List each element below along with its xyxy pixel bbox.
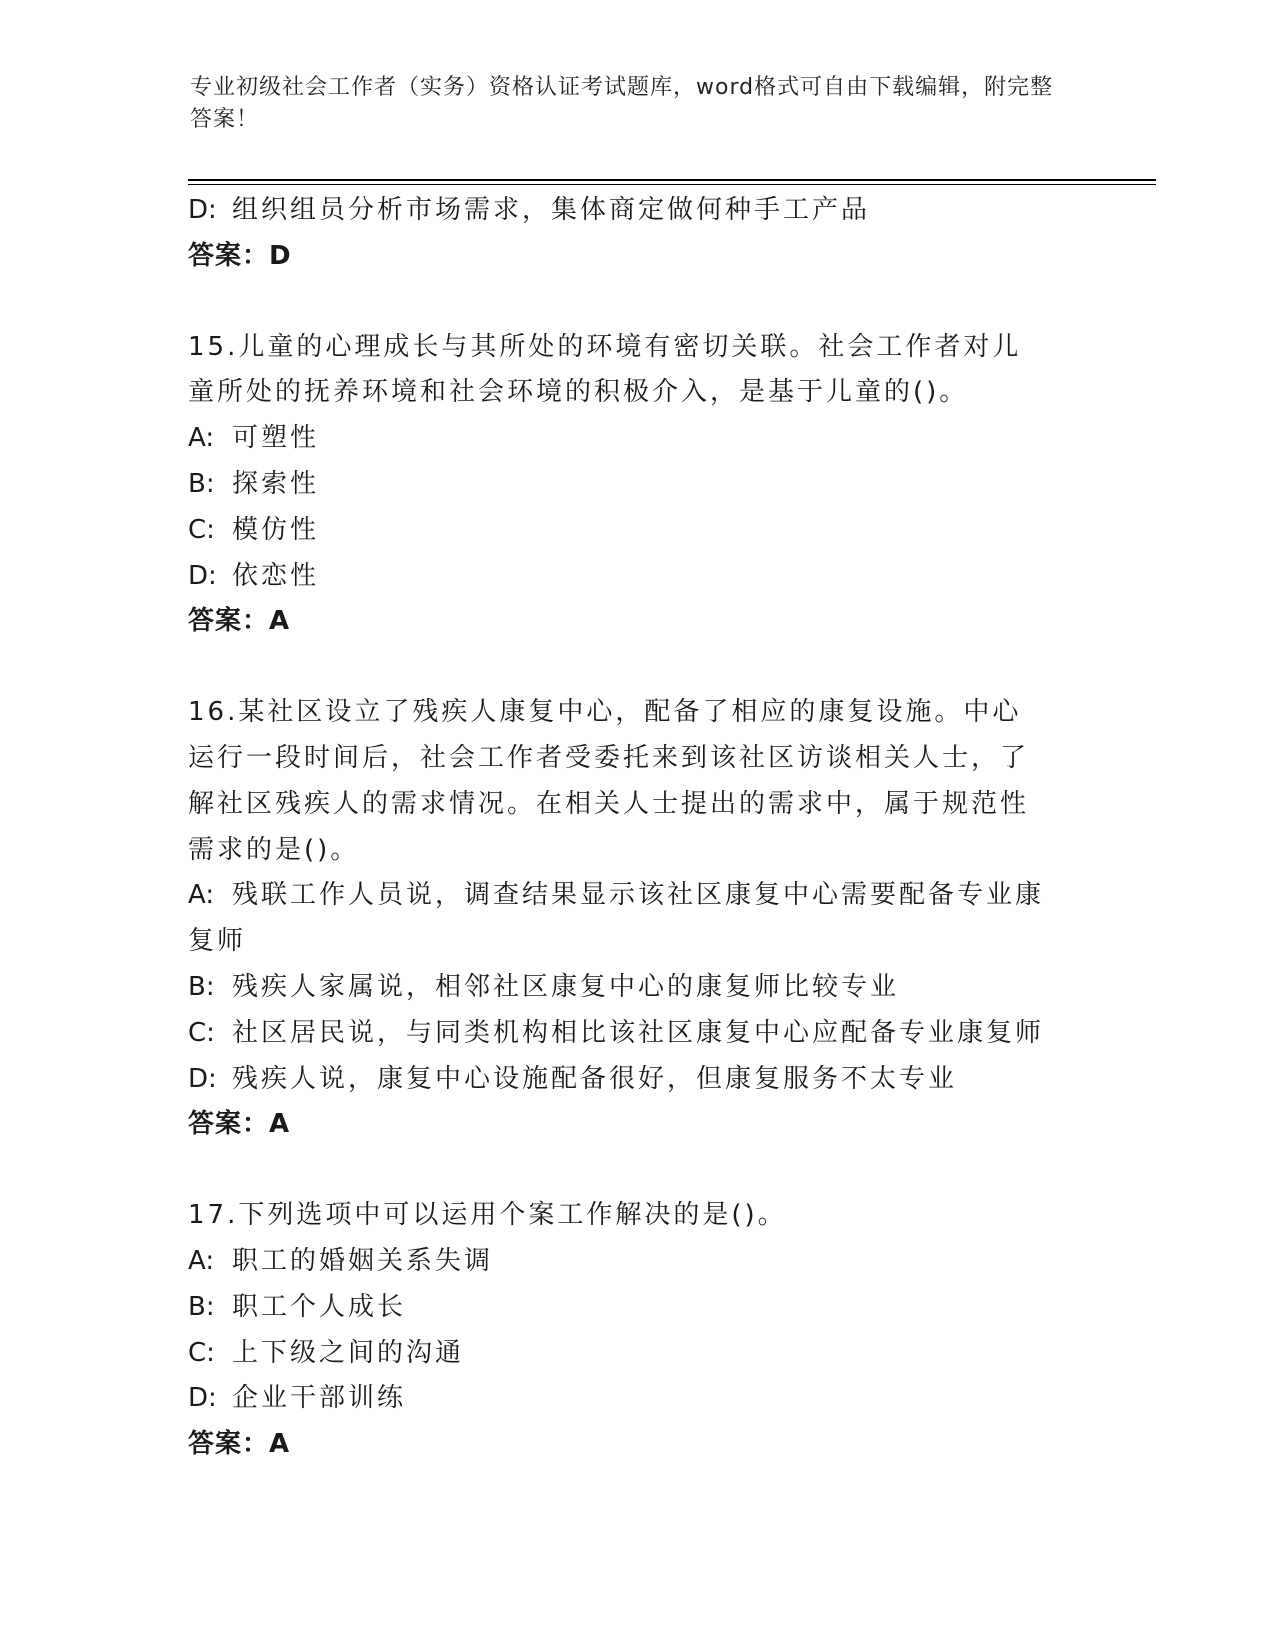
option-d <box>188 1057 1088 1103</box>
option-text: 职工个人成长 <box>232 1291 407 1322</box>
answer: 答案：D <box>188 240 292 271</box>
option-letter: D: <box>188 1383 217 1414</box>
option-a <box>188 416 1088 462</box>
option-text: 残联工作人员说，调查结果显示该社区康复中心需要配备专业康复师 <box>188 880 1045 957</box>
option-text: 社区居民说，与同类机构相比该社区康复中心应配备专业康复师 <box>232 1017 1045 1048</box>
answer: 答案：A <box>188 1429 291 1460</box>
option-letter: D: <box>188 560 217 591</box>
question-17 <box>188 1193 1088 1468</box>
option-text: 职工的婚姻关系失调 <box>232 1245 494 1276</box>
option-letter: C: <box>188 514 215 545</box>
option-b <box>188 1285 1088 1331</box>
option-letter: B: <box>188 468 215 499</box>
option-c <box>188 1331 1088 1377</box>
option-b <box>188 462 1088 508</box>
question-stem: 16.某社区设立了残疾人康复中心，配备了相应的康复设施。中心运行一段时间后，社会工作者受委托来到该社区访谈相关人士，了解社区残疾人的需求情况。在相关人士提出的需求中，属于规范性需求的是()。 <box>188 697 1030 865</box>
option-a <box>188 1239 1088 1285</box>
option-letter: D: <box>188 1063 217 1094</box>
option-d <box>188 188 1088 234</box>
option-b <box>188 965 1088 1011</box>
option-text: 探索性 <box>232 468 320 499</box>
option-letter: C: <box>188 1337 215 1368</box>
option-d <box>188 554 1088 600</box>
option-c <box>188 1011 1088 1057</box>
option-text: 依恋性 <box>232 560 320 591</box>
question-16 <box>188 690 1088 1148</box>
option-c <box>188 508 1088 554</box>
option-letter: B: <box>188 971 215 1002</box>
question-list <box>188 188 1088 1468</box>
option-text: 模仿性 <box>232 514 320 545</box>
option-text: 组织组员分析市场需求，集体商定做何种手工产品 <box>232 195 871 225</box>
question-stem: 17.下列选项中可以运用个案工作解决的是()。 <box>188 1200 787 1231</box>
option-a <box>188 873 1048 965</box>
option-letter: A: <box>188 880 215 911</box>
answer: 答案：A <box>188 1109 291 1140</box>
answer: 答案：A <box>188 606 291 637</box>
option-text: 企业干部训练 <box>232 1383 407 1414</box>
header-rule-thin <box>188 184 1156 185</box>
option-letter: C: <box>188 1017 215 1048</box>
option-text: 可塑性 <box>232 423 320 454</box>
option-text: 上下级之间的沟通 <box>232 1337 465 1368</box>
option-letter: B: <box>188 1291 215 1322</box>
header-rule-thick <box>188 179 1156 181</box>
option-letter: D: <box>188 195 217 225</box>
option-text: 残疾人说，康复中心设施配备很好，但康复服务不太专业 <box>232 1063 958 1094</box>
option-text: 残疾人家属说，相邻社区康复中心的康复师比较专业 <box>232 971 900 1002</box>
page-header: 专业初级社会工作者（实务）资格认证考试题库，word格式可自由下载编辑，附完整答案！ <box>190 75 1054 132</box>
option-letter: A: <box>188 423 215 454</box>
option-letter: A: <box>188 1245 215 1276</box>
question-stem: 15.儿童的心理成长与其所处的环境有密切关联。社会工作者对儿童所处的抚养环境和社会环境的积极介入，是基于儿童的()。 <box>188 331 1022 408</box>
option-d <box>188 1376 1088 1422</box>
question-15 <box>188 325 1088 646</box>
